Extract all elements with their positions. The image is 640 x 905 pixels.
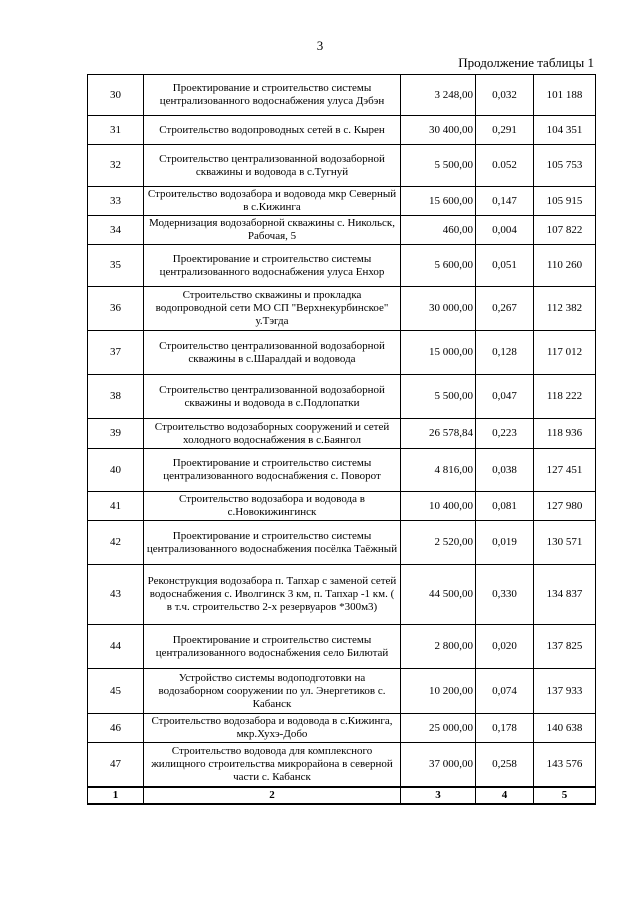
table-continuation-label: Продолжение таблицы 1: [458, 55, 594, 70]
row-total: 107 822: [534, 216, 596, 245]
row-description: Реконструкция водозабора п. Тапхар с заменой сетей водоснабжения с. Иволгинск 3 км, п. Тапхар -1 км. ( в т.ч. строительство 2-х резервуаров *300м3): [144, 565, 401, 625]
row-share: 0,223: [476, 419, 534, 449]
row-share: 0,267: [476, 287, 534, 331]
table-row: [88, 216, 596, 245]
row-number: 43: [88, 565, 144, 625]
row-cost: 5 500,00: [401, 375, 476, 419]
row-share: 0.052: [476, 145, 534, 187]
row-number: 37: [88, 331, 144, 375]
row-total: 137 933: [534, 669, 596, 714]
row-cost: 30 000,00: [401, 287, 476, 331]
column-number-5: 5: [534, 787, 596, 804]
row-share: 0,051: [476, 245, 534, 287]
row-total: 140 638: [534, 714, 596, 743]
row-cost: 26 578,84: [401, 419, 476, 449]
row-cost: 30 400,00: [401, 116, 476, 145]
row-description: Строительство водозабора и водовода в с.Кижинга, мкр.Хухэ-Добо: [144, 714, 401, 743]
row-share: 0,074: [476, 669, 534, 714]
row-number: 34: [88, 216, 144, 245]
table-row: [88, 375, 596, 419]
row-total: 118 936: [534, 419, 596, 449]
table-row: [88, 565, 596, 625]
table-row: [88, 75, 596, 116]
projects-table: [87, 74, 596, 805]
row-number: 35: [88, 245, 144, 287]
row-number: 31: [88, 116, 144, 145]
row-total: 127 980: [534, 492, 596, 521]
row-total: 137 825: [534, 625, 596, 669]
row-number: 40: [88, 449, 144, 492]
row-cost: 44 500,00: [401, 565, 476, 625]
row-number: 41: [88, 492, 144, 521]
row-share: 0,032: [476, 75, 534, 116]
table-row: [88, 743, 596, 787]
table-row: [88, 116, 596, 145]
row-description: Строительство водозабора и водовода в с.Новокижингинск: [144, 492, 401, 521]
row-number: 45: [88, 669, 144, 714]
row-description: Строительство водозаборных сооружений и сетей холодного водоснабжения в с.Баянгол: [144, 419, 401, 449]
row-total: 105 915: [534, 187, 596, 216]
column-number-3: 3: [401, 787, 476, 804]
table-row: [88, 521, 596, 565]
table-row: [88, 145, 596, 187]
row-cost: 15 600,00: [401, 187, 476, 216]
row-description: Строительство водозабора и водовода мкр Северный в с.Кижинга: [144, 187, 401, 216]
row-number: 32: [88, 145, 144, 187]
row-description: Строительство централизованной водозаборной скважины и водовода в с.Тугнуй: [144, 145, 401, 187]
row-share: 0,038: [476, 449, 534, 492]
row-description: Проектирование и строительство системы централизованного водоснабжения с. Поворот: [144, 449, 401, 492]
page-number: 3: [316, 38, 324, 53]
row-total: 105 753: [534, 145, 596, 187]
row-total: 112 382: [534, 287, 596, 331]
table-row: [88, 419, 596, 449]
row-description: Проектирование и строительство системы централизованного водоснабжения посёлка Таёжный: [144, 521, 401, 565]
row-cost: 15 000,00: [401, 331, 476, 375]
row-number: 33: [88, 187, 144, 216]
row-share: 0,020: [476, 625, 534, 669]
row-share: 0,128: [476, 331, 534, 375]
row-number: 38: [88, 375, 144, 419]
row-cost: 5 600,00: [401, 245, 476, 287]
row-total: 130 571: [534, 521, 596, 565]
row-description: Проектирование и строительство системы централизованного водоснабжения улуса Дэбэн: [144, 75, 401, 116]
table-body: [88, 75, 596, 804]
row-cost: 37 000,00: [401, 743, 476, 787]
row-total: 127 451: [534, 449, 596, 492]
row-share: 0,004: [476, 216, 534, 245]
row-share: 0,330: [476, 565, 534, 625]
row-cost: 2 800,00: [401, 625, 476, 669]
row-description: Строительство водовода для комплексного жилищного строительства микрорайона в северной части с. Кабанск: [144, 743, 401, 787]
row-share: 0,147: [476, 187, 534, 216]
table-row: [88, 331, 596, 375]
row-cost: 10 400,00: [401, 492, 476, 521]
row-cost: 3 248,00: [401, 75, 476, 116]
table-row: [88, 187, 596, 216]
table-row: [88, 492, 596, 521]
row-share: 0,258: [476, 743, 534, 787]
row-total: 101 188: [534, 75, 596, 116]
row-description: Строительство централизованной водозаборной скважины в с.Шаралдай и водовода: [144, 331, 401, 375]
row-cost: 10 200,00: [401, 669, 476, 714]
row-share: 0,081: [476, 492, 534, 521]
row-share: 0,019: [476, 521, 534, 565]
row-number: 47: [88, 743, 144, 787]
row-number: 39: [88, 419, 144, 449]
table-row: [88, 245, 596, 287]
row-number: 44: [88, 625, 144, 669]
row-cost: 460,00: [401, 216, 476, 245]
table-row: [88, 287, 596, 331]
row-description: Модернизация водозаборной скважины с. Никольск, Рабочая, 5: [144, 216, 401, 245]
row-description: Строительство скважины и прокладка водопроводной сети МО СП "Верхнекурбинское" у.Тэгда: [144, 287, 401, 331]
column-number-2: 2: [144, 787, 401, 804]
row-number: 46: [88, 714, 144, 743]
row-total: 143 576: [534, 743, 596, 787]
table-row: [88, 449, 596, 492]
row-number: 36: [88, 287, 144, 331]
row-share: 0,047: [476, 375, 534, 419]
row-total: 118 222: [534, 375, 596, 419]
table-row: [88, 625, 596, 669]
table-row: [88, 714, 596, 743]
table-row: [88, 669, 596, 714]
column-number-1: 1: [88, 787, 144, 804]
row-total: 134 837: [534, 565, 596, 625]
column-number-4: 4: [476, 787, 534, 804]
row-description: Устройство системы водоподготовки на водозаборном сооружении по ул. Энергетиков с. Кабанск: [144, 669, 401, 714]
row-share: 0,291: [476, 116, 534, 145]
row-description: Строительство централизованной водозаборной скважины и водовода в с.Подлопатки: [144, 375, 401, 419]
column-numbers-row: [88, 787, 596, 804]
row-cost: 2 520,00: [401, 521, 476, 565]
row-total: 110 260: [534, 245, 596, 287]
row-cost: 4 816,00: [401, 449, 476, 492]
row-number: 30: [88, 75, 144, 116]
row-number: 42: [88, 521, 144, 565]
row-description: Проектирование и строительство системы централизованного водоснабжения улуса Енхор: [144, 245, 401, 287]
row-total: 104 351: [534, 116, 596, 145]
row-total: 117 012: [534, 331, 596, 375]
row-cost: 5 500,00: [401, 145, 476, 187]
row-share: 0,178: [476, 714, 534, 743]
row-description: Проектирование и строительство системы централизованного водоснабжения село Билютай: [144, 625, 401, 669]
row-description: Строительство водопроводных сетей в с. Кырен: [144, 116, 401, 145]
row-cost: 25 000,00: [401, 714, 476, 743]
